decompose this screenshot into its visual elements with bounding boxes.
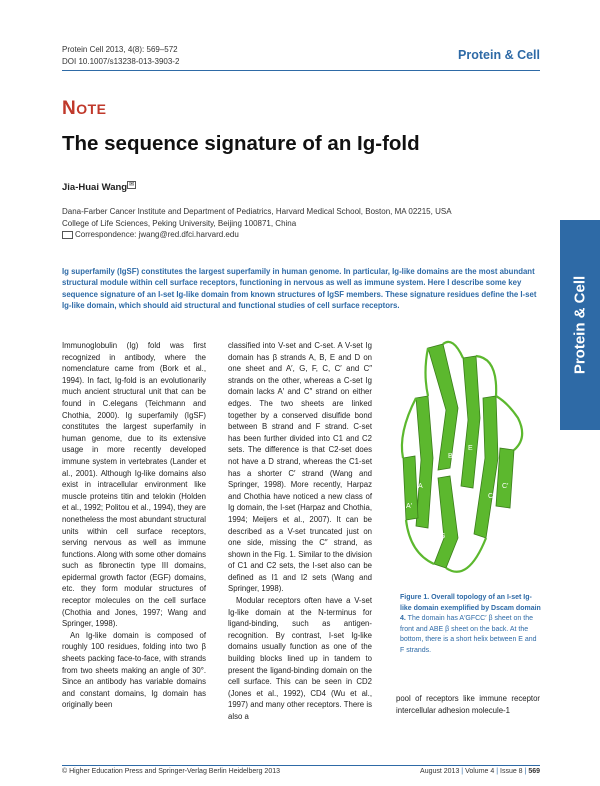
footer-divider [62,765,540,766]
paragraph: classified into V-set and C-set. A V-set Ig domain has β strands A, B, E and D on one sheet and A′, G, F, C, C′ and C″ strands on the other, whereas a C-set Ig domain lacks A′ and C″ strand on either edges. The two sheets are linked together by a conserved disulfide bond between B strand and F strand. C-set has been further divided into C1 and C2 sets. The difference is that C2-set does not have a D strand, whereas the C1-set has a shorter C′ strand (Wang and Springer, 1998). More recently, Harpaz and Chothia have noticed a new class of Ig domain, the I-set (Harpaz and Chothia, 1994; Meijers et al., 2007). It can be described as a V-set truncated just on one side, missing the C″ strand, as shown in the Fig. 1. Similar to the division of C1 and C2 sets, the I-set also can be defined as I1 and I2 sets (Wang and Springer, 1998). [228,341,372,594]
abstract: Ig superfamily (IgSF) constitutes the largest superfamily in human genome. In particular, Ig-like domains are the most abundant structural module within cell surface receptors, functioning in nervous as well as immune system. Here I describe some key sequence signature of an I-set Ig-like domain from known structures of IgSF members. These signature residues define the I-set Ig-like domain, which should aid structural and functional studies of cell surface receptors. [62,267,537,311]
issue-date: August 2013 [420,768,460,775]
affiliation-2: College of Life Sciences, Peking University, Beijing 100871, China [62,218,297,228]
strand-label: F [458,508,463,515]
article-type [62,98,107,120]
strand-label: E [468,445,473,452]
affiliation-1: Dana-Farber Cancer Institute and Department of Pediatrics, Harvard Medical School, Boston, MA 02215, USA [62,207,452,216]
body-column-1 [62,340,206,711]
paragraph: An Ig-like domain is composed of roughly 100 residues, folding into two β sheets packing face-to-face, with strands from two sheets making an angle of 30°. Since an antibody has variable domains and constant domains, Ig domain has originally been [62,630,206,710]
body-column-3: pool of receptors like immune receptor intercellular adhesion molecule-1 [396,694,540,715]
article-type-rest: OTE [76,101,107,117]
copyright: © Higher Education Press and Springer-Verlag Berlin Heidelberg 2013 [62,768,281,775]
paragraph: Immunoglobulin (Ig) fold was first recognized in antibody, where the nomenclature came from (Bork et al., 1994). In fact, Ig-fold is an evolutionarily much ancient structural unit that can be found in C.elegans (Teichmann and Chothia, 2000). Ig superfamily (IgSF) constitutes the largest superfamily in human genome, due to its extensive usage in more recently developed immune system in vertebrates (Lander et al., 2001). Although Ig-like domains also exist in intracellular environment like muscle proteins titin and telokin (Holden et al., 1992; Politou et al., 1994), they are nonetheless the most abundant structural units within cell surface receptors, serving nervous as well as immune functions. Along with some other domains such as fibronectin type III domains, epidermal growth factor (EGF) domains, etc. they form modular structures of receptor molecules on the cell surface (Chothia and Jones, 1997; Wang and Springer, 1998). [62,341,206,629]
author-name: Jia-Huai Wang [62,182,128,194]
strand-label: C′ [502,483,509,490]
article-meta [62,44,179,68]
paragraph: Modular receptors often have a V-set Ig-like domain at the N-terminus for ligand-binding, such as antigen-recognition. By contrast, I-set Ig-like domains usually function as one of the building blocks lined up in tandem to present the ligand-binding domain on the cell surface. This can be seen in CD2 (Jones et al., 1992), CD4 (Wu et al., 1997) and many other receptors. There is also a [228,596,372,721]
strand-label: B [448,453,453,460]
volume: Volume 4 [465,768,495,775]
article-title: The sequence signature of an Ig-fold [62,132,420,155]
strand-label: A′ [406,503,412,510]
ribbon-strands [403,344,514,568]
issue: Issue 8 [500,768,523,775]
affiliations [62,206,452,241]
caption-label: Figure 1. Overall topology of an I-set Ig-like domain exemplified by Dscam domain 4. [400,594,541,623]
strand-label: C [488,493,494,500]
mail-icon [62,231,73,239]
side-tab-label: Protein & Cell [571,275,589,375]
body-column-2 [228,340,372,723]
issue-info: August 2013 | Volume 4 | Issue 8 | 569 [420,768,540,775]
correspondence-text: Correspondence: jwang@red.dfci.harvard.edu [75,230,239,239]
protein-ribbon-figure [388,338,538,588]
article-type-initial: N [62,98,77,119]
correspondence [62,229,452,241]
journal-name: Protein & Cell [458,48,540,62]
strand-label: A [418,483,423,490]
author-line [62,181,136,193]
figure-caption [400,593,542,657]
journal-side-tab [560,220,600,430]
doi: DOI 10.1007/s13238-013-3903-2 [62,57,180,66]
header-divider [62,70,540,71]
strand-label: G [440,533,446,540]
page-number: 569 [528,768,540,775]
citation: Protein Cell 2013, 4(8): 569–572 [62,45,178,54]
envelope-icon: ✉ [129,182,135,188]
caption-text: The domain has A′GFCC′ β sheet on the front and ABE β sheet on the back. At the bottom, there is a short helix between E and F strands. [400,615,537,654]
